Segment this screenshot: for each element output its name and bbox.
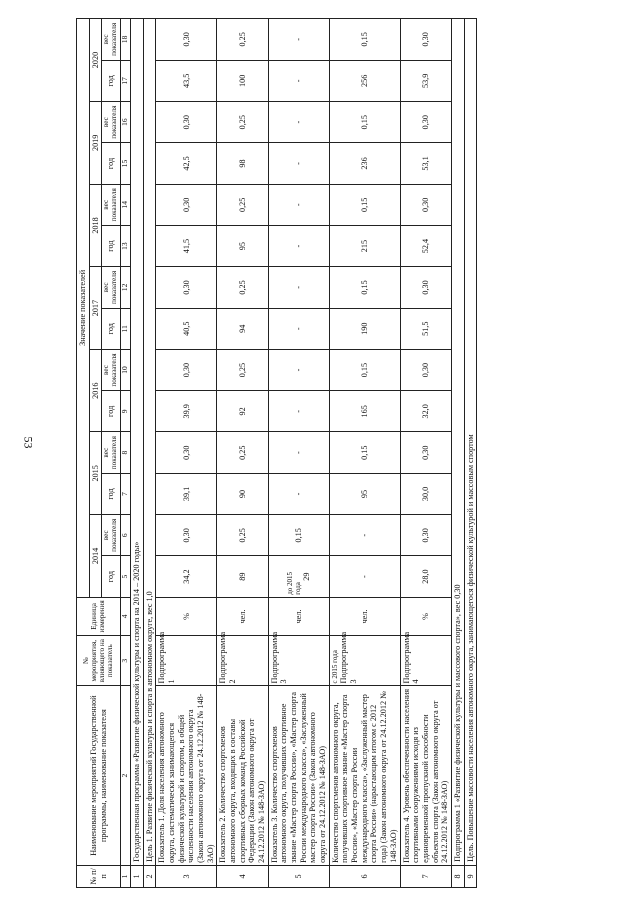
unit-cell: чел. [268,597,329,635]
index-cell: 9 [121,391,131,432]
header-year: 2020 [89,19,102,102]
header-year: 2017 [89,267,102,350]
weight-cell: 0,30 [156,102,217,143]
index-cell: 10 [121,349,131,390]
period-label: до 2015 года [285,571,302,595]
index-cell: 12 [121,267,131,308]
weight-cell: 0,30 [400,349,451,390]
weight-cell: 0,30 [156,515,217,556]
header-weight: вес показателя [102,19,121,61]
value-cell: 215 [329,225,400,266]
weight-cell: 0,25 [217,349,268,390]
header-weight: вес показателя [102,102,121,143]
value-cell: - [268,473,329,514]
weight-cell: - [268,19,329,61]
table-row [131,19,144,888]
row-number: 5 [268,865,329,887]
value-cell: 40,5 [156,308,217,349]
header-no: № п/п [77,865,121,887]
measure-text: Подпрограмма 3 [339,631,358,684]
value-cell: 42,5 [156,143,217,184]
weight-cell: 0,15 [329,267,400,308]
table-row [400,19,451,888]
header-weight: вес показателя [102,432,121,473]
measure-cell: Подпрограмма 3 [268,636,329,686]
index-cell: 4 [121,597,131,635]
value-cell: 43,5 [156,60,217,101]
index-cell: 5 [121,556,131,597]
header-measure: № мероприятия, влияющего на показатель [77,636,121,686]
program-title-cell: Государственная программа «Развитие физической культуры и спорта на 2014 – 2020 годы» [131,19,144,866]
value-text: 29 [302,572,312,581]
value-cell: 236 [329,143,400,184]
header-value: год [102,391,121,432]
table-row [143,19,156,888]
value-cell: 94 [217,308,268,349]
unit-cell: чел. [329,597,400,635]
value-cell: - [268,308,329,349]
indicator-name-cell: Количество спортсменов автономного округа, получивших спортивное звание «Мастер спорта России», «Мастер спорта России международного класса», «Заслуженный мастер спорта России» (нарастающим итогом с 2012 года) (Закон автономного округа от 24.12.2012 № 148-ЗАО) [329,686,400,865]
value-cell: 95 [217,225,268,266]
value-cell: 89 [217,556,268,597]
header-weight: вес показателя [102,184,121,225]
index-cell: 13 [121,225,131,266]
measure-cell [329,631,400,686]
weight-cell: - [268,267,329,308]
unit-cell: % [156,597,217,635]
weight-cell: 0,15 [329,349,400,390]
weight-cell: 0,30 [400,515,451,556]
value-cell: 92 [217,391,268,432]
unit-cell: % [400,597,451,635]
row-number: 9 [464,865,477,887]
value-cell [268,556,329,597]
measure-cell: Подпрограмма 4 [400,636,451,686]
weight-cell: 0,30 [400,19,451,61]
weight-cell: 0,15 [329,102,400,143]
measure-cell: Подпрограмма 2 [217,636,268,686]
header-value: год [102,225,121,266]
weight-cell: 0,25 [217,267,268,308]
header-weight: вес показателя [102,349,121,390]
weight-cell: 0,30 [156,432,217,473]
header-weight: вес показателя [102,267,121,308]
index-cell: 17 [121,60,131,101]
header-year: 2018 [89,184,102,267]
weight-cell: 0,25 [217,19,268,61]
weight-cell: 0,30 [400,184,451,225]
indicators-table [76,18,477,888]
column-index-row [121,19,131,888]
table-row [329,19,400,888]
header-value: год [102,143,121,184]
index-cell: 11 [121,308,131,349]
header-value: год [102,556,121,597]
row-number: 6 [329,865,400,887]
value-cell: 41,5 [156,225,217,266]
value-cell: 256 [329,60,400,101]
weight-cell: 0,25 [217,515,268,556]
index-cell: 14 [121,184,131,225]
indicator-name-cell: Показатель 2. Количество спортсменов автономного округа, входящих в составы спортивных сборных команд Российской Федерации (Закон автономного округа от 24.12.2012 № 148-ЗАО) [217,686,268,865]
weight-cell: 0,30 [156,184,217,225]
table-row [217,19,268,888]
index-cell: 18 [121,19,131,61]
value-cell: - [268,60,329,101]
header-name: Наименование мероприятий Государственной программы, наименование показателя [77,686,121,865]
weight-cell: - [329,515,400,556]
page-number: 53 [21,436,36,449]
row-number: 2 [143,865,156,887]
weight-cell: 0,15 [329,19,400,61]
rotated-table-container [76,18,616,888]
value-cell: 34,2 [156,556,217,597]
value-cell: 28,0 [400,556,451,597]
table-row [156,19,217,888]
value-cell: 190 [329,308,400,349]
weight-cell: 0,30 [400,102,451,143]
value-cell: 52,4 [400,225,451,266]
weight-cell: 0,30 [156,19,217,61]
row-number: 4 [217,865,268,887]
index-cell: 7 [121,473,131,514]
index-cell: 2 [121,686,131,865]
index-cell: 6 [121,515,131,556]
value-cell: 100 [217,60,268,101]
weight-cell: - [268,432,329,473]
header-unit: Единица измерения [77,597,121,635]
indicator-name-cell: Показатель 3. Количество спортсменов автономного округа, получивших спортивное звание «Мастер спорта России», «Мастер спорта России международного класса», «Заслуженный мастер спорта России» (Закон автономного округа от 24.12.2012 № 148-ЗАО) [268,686,329,865]
value-cell: 39,1 [156,473,217,514]
unit-cell: чел. [217,597,268,635]
header-value: год [102,60,121,101]
value-cell: 165 [329,391,400,432]
header-weight: вес показателя [102,515,121,556]
value-cell: 90 [217,473,268,514]
header-value: год [102,473,121,514]
table-row [464,19,477,888]
header-year: 2016 [89,349,102,432]
weight-cell: 0,15 [329,184,400,225]
weight-cell: 0,25 [217,432,268,473]
weight-cell: 0,15 [268,515,329,556]
indicator-name-cell: Показатель 1. Доля населения автономного округа, систематически занимающегося физической культурой и спортом, в общей численности населения автономного округа (Закон автономного округа от 24.12.2012 № 148-ЗАО) [156,686,217,865]
period-label: с 2015 года [330,650,339,684]
index-cell: 3 [121,636,131,686]
header-value: год [102,308,121,349]
row-number: 8 [451,865,464,887]
index-cell: 15 [121,143,131,184]
table-row [268,19,329,888]
row-number: 7 [400,865,451,887]
weight-cell: - [268,102,329,143]
index-cell: 8 [121,432,131,473]
weight-cell: - [268,349,329,390]
weight-cell: - [268,184,329,225]
value-cell: 30,0 [400,473,451,514]
subprogram-cell: Подпрограмма 1 «Развитие физической культуры и массового спорта», вес 0,30 [451,19,464,866]
goal-cell: Цель 1. Развитие физической культуры и спорта в автономном округе, вес 1,0 [143,19,156,866]
value-cell: - [268,391,329,432]
weight-cell: 0,15 [329,432,400,473]
value-cell: 95 [329,473,400,514]
value-cell: 53,9 [400,60,451,101]
row-number: 1 [131,865,144,887]
value-cell: 32,0 [400,391,451,432]
header-year: 2014 [89,515,102,598]
header-values-group: Значение показателей [77,19,90,598]
weight-cell: 0,25 [217,184,268,225]
header-row-group [77,19,90,888]
row-number: 3 [156,865,217,887]
table-row [451,19,464,888]
weight-cell: 0,25 [217,102,268,143]
header-year: 2015 [89,432,102,515]
value-cell: 39,9 [156,391,217,432]
value-cell: - [268,143,329,184]
goal-cell: Цель. Повышение массовости населения автономного округа, занимающегося физической культурой и массовым спортом [464,19,477,866]
value-cell: 51,5 [400,308,451,349]
indicator-name-cell: Показатель 4. Уровень обеспеченности населения спортивными сооружениями исходя из единовременной пропускной способности объектов спорта (Закон автономного округа от 24.12.2012 № 148-ЗАО) [400,686,451,865]
weight-cell: 0,30 [400,267,451,308]
value-cell: - [329,556,400,597]
header-year: 2019 [89,102,102,185]
weight-cell: 0,30 [156,349,217,390]
weight-cell: 0,30 [400,432,451,473]
value-cell: 98 [217,143,268,184]
measure-cell: Подпрограмма 1 [156,636,217,686]
index-cell: 16 [121,102,131,143]
weight-cell: 0,30 [156,267,217,308]
value-cell: - [268,225,329,266]
value-cell: 53,1 [400,143,451,184]
index-cell: 1 [121,865,131,887]
